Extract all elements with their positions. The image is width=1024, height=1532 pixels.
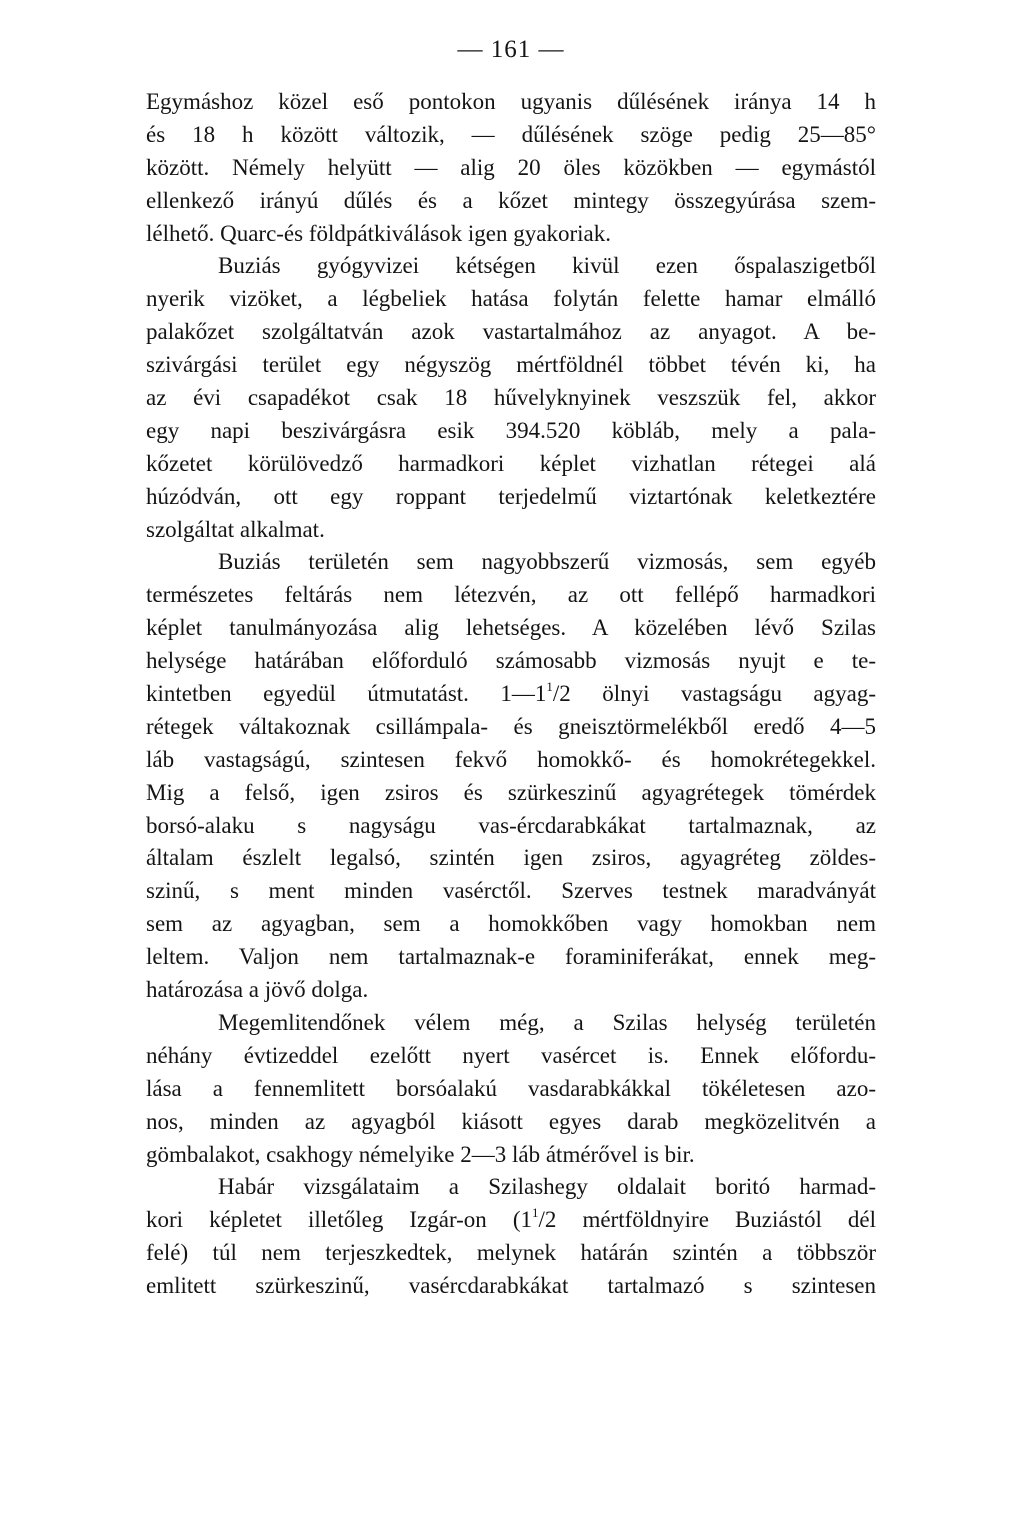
- text-line: húzódván, ott egy roppant terjedelmű viztartónak keletkeztére: [146, 483, 876, 509]
- text-line-with-fraction: [146, 1204, 876, 1237]
- text-line: ellenkező irányú dűlés és a kőzet mintegy összegyúrása szem-: [146, 187, 876, 213]
- text-line: sem az agyagban, sem a homokkőben vagy homokban nem: [146, 911, 876, 937]
- text-line: palakőzet szolgáltatván azok vastartalmához az anyagot. A be-: [146, 319, 876, 345]
- text-line: helysége határában előforduló számosabb vizmosás nyujt e te-: [146, 648, 876, 674]
- text-line: között. Némely helyütt — alig 20 öles közökben — egymástól: [146, 154, 876, 180]
- text-line: képlet tanulmányozása alig lehetséges. A közelében lévő Szilas: [146, 615, 876, 641]
- paragraph-4: [146, 1007, 876, 1171]
- text-line: egy napi beszivárgásra esik 394.520 köbláb, mely a pala-: [146, 417, 876, 443]
- text-line: Mig a felső, igen zsiros és szürkeszinű agyagrétegek tömérdek: [146, 779, 876, 805]
- text-line: és 18 h között változik, — dűlésének szöge pedig 25—85°: [146, 121, 876, 147]
- text-line: Buziás gyógyvizei kétségen kivül ezen őspalaszigetből: [218, 253, 876, 279]
- text-line: leltem. Valjon nem tartalmaznak-e foraminiferákat, ennek meg-: [146, 944, 876, 970]
- text-segment: mértföldnyire Buziástól dél: [556, 1207, 876, 1233]
- paragraph-1: [146, 86, 876, 250]
- text-line: szivárgási terület egy négyszög mértföldnél többet tévén ki, ha: [146, 352, 876, 378]
- fraction-numerator: 1: [546, 679, 553, 695]
- text-line: Buziás területén sem nagyobbszerű vizmosás, sem egyéb: [218, 549, 876, 575]
- text-line: borsó-alaku s nagyságu vas-ércdarabkákat tartalmaznak, az: [146, 812, 876, 838]
- fraction-slash: /: [552, 681, 560, 707]
- text-line: gömbalakot, csakhogy némelyike 2—3 láb átmérővel is bir.: [146, 1141, 695, 1167]
- text-line: rétegek váltakoznak csillámpala- és gneisztörmelékből eredő 4—5: [146, 713, 876, 739]
- text-line-with-fraction: [146, 678, 876, 711]
- text-line: néhány évtizeddel ezelőtt nyert vasércet is. Ennek előfordu-: [146, 1042, 876, 1068]
- text-line: nos, minden az agyagból kiásott egyes darab megközelitvén a: [146, 1108, 876, 1134]
- text-line: kőzetet körülövedző harmadkori képlet vizhatlan rétegei alá: [146, 450, 876, 476]
- text-line: természetes feltárás nem létezvén, az ott fellépő harmadkori: [146, 582, 876, 608]
- text-line: emlitett szürkeszinű, vasércdarabkákat tartalmazó s szintesen: [146, 1273, 876, 1299]
- paragraph-2: [146, 250, 876, 546]
- text-segment: ölnyi vastagságu agyag-: [570, 681, 876, 707]
- text-line: szinű, s ment minden vasérctől. Szerves testnek maradványát: [146, 878, 876, 904]
- text-line: általam észlelt legalsó, szintén igen zsiros, agyagréteg zöldes-: [146, 845, 876, 871]
- text-line: Egymáshoz közel eső pontokon ugyanis dűlésének iránya 14 h: [146, 89, 876, 114]
- book-page: [146, 28, 876, 1303]
- text-line: Megemlitendőnek vélem még, a Szilas helység területén: [218, 1009, 876, 1035]
- text-segment: kintetben egyedül útmutatást. 1—1: [146, 681, 547, 707]
- text-line: szolgáltat alkalmat.: [146, 516, 325, 542]
- text-line: lélhető. Quarc-és földpátkiválások igen gyakoriak.: [146, 220, 611, 246]
- text-line: láb vastagságú, szintesen fekvő homokkő- és homokrétegekkel.: [146, 746, 876, 772]
- paragraph-5: [146, 1171, 876, 1303]
- text-line: lása a fennemlitett borsóalakú vasdarabkákkal tökéletesen azo-: [146, 1075, 876, 1101]
- text-line: nyerik vizöket, a légbeliek hatása folytán felette hamar elmálló: [146, 286, 876, 312]
- fraction-denominator: 2: [544, 1207, 557, 1233]
- text-line: Habár vizsgálataim a Szilashegy oldalait boritó harmad-: [218, 1174, 876, 1200]
- paragraph-3: [146, 546, 876, 1006]
- page-number: — 161 —: [457, 36, 565, 63]
- fraction-denominator: 2: [559, 681, 571, 707]
- text-line: felé) túl nem terjeszkedtek, melynek határán szintén a többször: [146, 1240, 876, 1266]
- fraction-numerator: 1: [532, 1205, 539, 1221]
- text-line: határozása a jövő dolga.: [146, 977, 369, 1003]
- text-segment: kori képletet illetőleg Izgár-on (1: [146, 1207, 533, 1233]
- text-line: az évi csapadékot csak 18 hűvelyknyinek veszszük fel, akkor: [146, 385, 876, 411]
- fraction-slash: /: [538, 1207, 545, 1233]
